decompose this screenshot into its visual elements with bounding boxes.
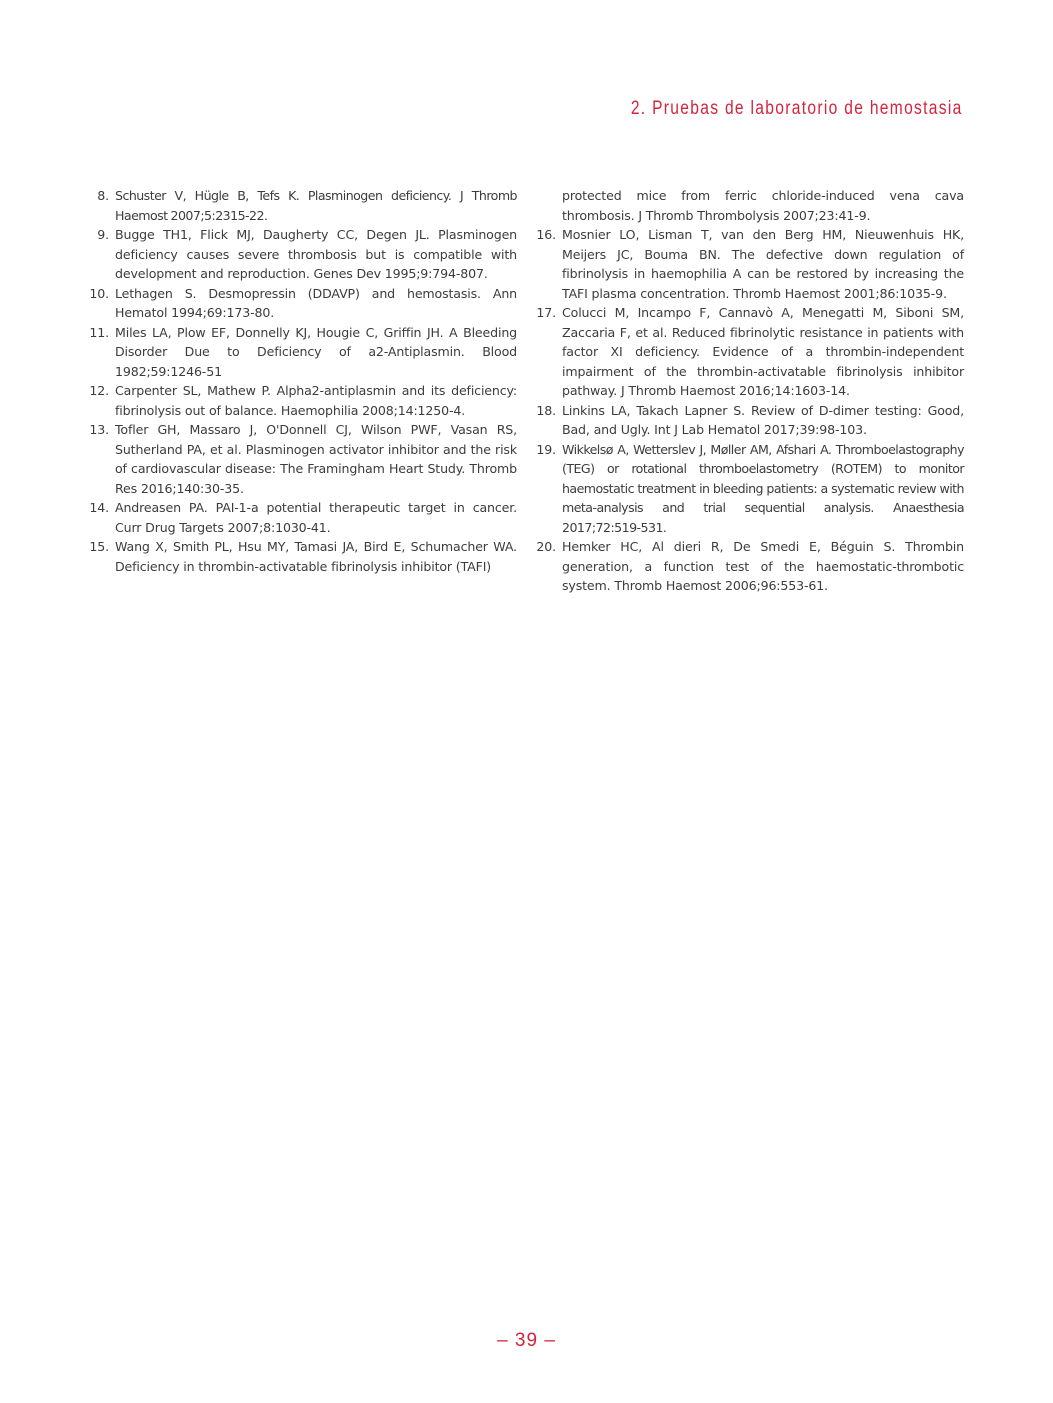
reference-text: Hemker HC, Al dieri R, De Smedi E, Béguin S. Thrombin generation, a function test of the haemostatic-thrombotic system. Thromb Haemost 2006;96:553-61. bbox=[562, 539, 964, 593]
reference-number: 12. bbox=[89, 383, 109, 398]
page-number: – 39 – bbox=[497, 1330, 556, 1351]
reference-text: Bugge TH1, Flick MJ, Daugherty CC, Degen JL. Plasminogen deficiency causes severe thrombosis but is compatible with development and reproduction. Genes Dev 1995;9:794-807. bbox=[115, 227, 517, 281]
reference-item bbox=[97, 225, 517, 284]
reference-number: 19. bbox=[536, 441, 556, 457]
reference-text: Lethagen S. Desmopressin (DDAVP) and hemostasis. Ann Hematol 1994;69:173-80. bbox=[115, 285, 517, 320]
reference-number: 11. bbox=[89, 324, 109, 340]
reference-item bbox=[89, 498, 517, 537]
reference-text: Wang X, Smith PL, Hsu MY, Tamasi JA, Bird E, Schumacher WA. Deficiency in thrombin-activatable fibrinolysis inhibitor (TAFI) bbox=[115, 539, 517, 574]
reference-list-right bbox=[536, 186, 964, 596]
reference-item bbox=[89, 420, 517, 498]
reference-item bbox=[97, 186, 517, 225]
reference-number: 13. bbox=[89, 422, 109, 437]
reference-text: protected mice from ferric chloride-induced vena cava thrombosis. J Thromb Thrombolysis 2007;23:41-9. bbox=[562, 188, 964, 223]
reference-item bbox=[89, 284, 517, 323]
reference-number: 16. bbox=[536, 227, 556, 242]
reference-item bbox=[89, 381, 517, 420]
reference-text: Schuster V, Hügle B, Tefs K. Plasminogen deficiency. J Thromb Haemost 2007;5:2315-22. bbox=[115, 188, 517, 223]
reference-number: 20. bbox=[536, 539, 556, 554]
reference-text: Mosnier LO, Lisman T, van den Berg HM, Nieuwenhuis HK, Meijers JC, Bouma BN. The defective down regulation of fibrinolysis in haemophilia A can be restored by increasing the TAFI plasma concentration. Thromb Haemost 2001;86:1035-9. bbox=[562, 227, 964, 301]
running-header-title: 2. Pruebas de laboratorio de hemostasia bbox=[631, 98, 963, 119]
reference-number: 15. bbox=[89, 539, 109, 554]
reference-number: 10. bbox=[89, 285, 109, 301]
reference-text: Linkins LA, Takach Lapner S. Review of D-dimer testing: Good, Bad, and Ugly. Int J Lab Hematol 2017;39:98-103. bbox=[562, 402, 964, 437]
reference-item bbox=[536, 303, 964, 401]
reference-text: Carpenter SL, Mathew P. Alpha2-antiplasmin and its deficiency: fibrinolysis out of balance. Haemophilia 2008;14:1250-4. bbox=[115, 383, 517, 418]
reference-item bbox=[536, 225, 964, 303]
reference-list-left bbox=[89, 186, 517, 576]
reference-item bbox=[89, 323, 517, 382]
reference-text: Wikkelsø A, Wetterslev J, Møller AM, Afshari A. Thromboelastography (TEG) or rotational thromboelastometry (ROTEM) to monitor haemostatic treatment in bleeding patients: a systematic review with meta-analysis and trial sequential analysis. Anaesthesia 2017;72:519-531. bbox=[562, 441, 964, 535]
references-column-left bbox=[89, 186, 517, 576]
reference-number: 14. bbox=[89, 500, 109, 515]
reference-item bbox=[536, 537, 964, 596]
reference-number: 9. bbox=[97, 227, 109, 242]
reference-item bbox=[89, 537, 517, 576]
reference-number: 8. bbox=[97, 188, 109, 203]
reference-number: 17. bbox=[536, 305, 556, 320]
reference-number: 18. bbox=[536, 402, 556, 418]
references-column-right bbox=[536, 186, 964, 596]
reference-item bbox=[536, 401, 964, 440]
reference-text: Tofler GH, Massaro J, O'Donnell CJ, Wilson PWF, Vasan RS, Sutherland PA, et al. Plasminogen activator inhibitor and the risk of cardiovascular disease: The Framingham Heart Study. Thromb Res 2016;140:30-35. bbox=[115, 422, 517, 496]
reference-continuation bbox=[562, 186, 964, 225]
reference-text: Colucci M, Incampo F, Cannavò A, Menegatti M, Siboni SM, Zaccaria F, et al. Reduced fibrinolytic resistance in patients with factor XI deficiency. Evidence of a thrombin-independent impairment of the thrombin-activatable fibrinolysis inhibitor pathway. J Thromb Haemost 2016;14:1603-14. bbox=[562, 305, 964, 398]
reference-text: Miles LA, Plow EF, Donnelly KJ, Hougie C, Griffin JH. A Bleeding Disorder Due to Deficiency of a2-Antiplasmin. Blood 1982;59:1246-51 bbox=[115, 324, 517, 379]
reference-text: Andreasen PA. PAI-1-a potential therapeutic target in cancer. Curr Drug Targets 2007;8:1030-41. bbox=[115, 500, 517, 535]
reference-item bbox=[536, 440, 964, 538]
